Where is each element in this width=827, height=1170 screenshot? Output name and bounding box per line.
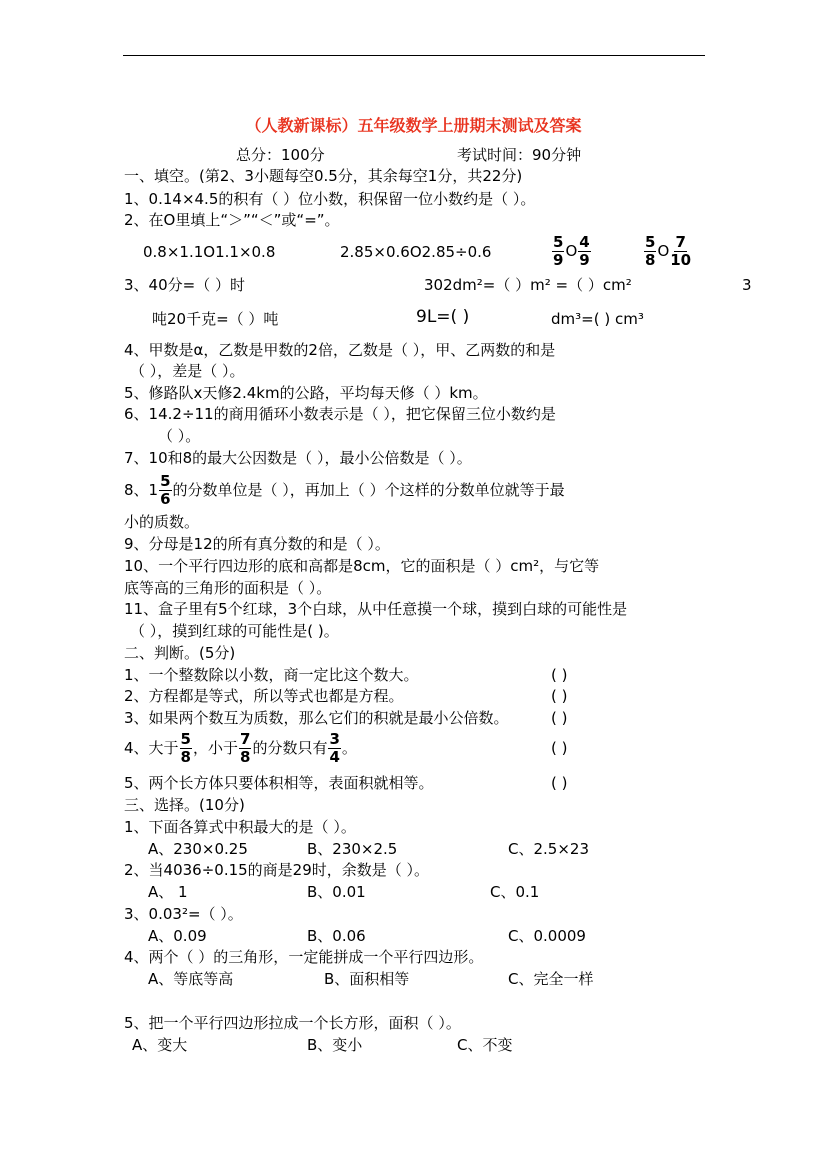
question-1-9: 9、分母是12的所有真分数的和是（ ）。 <box>124 535 390 553</box>
choice-3-a: A、0.09 <box>148 927 207 945</box>
fraction: $\frac{5}{6}$ <box>160 472 171 508</box>
choice-4-c: C、完全一样 <box>508 970 594 988</box>
choice-3-b: B、0.06 <box>307 927 366 945</box>
choice-2: 2、当4036÷0.15的商是29时，余数是（ ）。 <box>124 861 430 879</box>
question-1-4a: 4、甲数是α，乙数是甲数的2倍，乙数是（ ），甲、乙两数的和是 <box>124 341 556 359</box>
choice-4-b: B、面积相等 <box>324 970 410 988</box>
compare-c: $\frac{5}{9}$ O $\frac{4}{9}$ <box>553 233 590 269</box>
question-1-3c: 3 <box>742 276 752 294</box>
question-1-6b: （ ）。 <box>158 427 201 445</box>
choice-3: 3、0.03²=（ ）。 <box>124 905 243 923</box>
question-1-8a: 8、1 $\frac{5}{6}$ 的分数单位是（ ），再加上（ ）个这样的分数单位就等于最 <box>124 472 565 508</box>
choice-1-a: A、230×0.25 <box>148 840 248 858</box>
question-1-3e: 9L=( ) <box>416 307 470 327</box>
question-1-4b: （ ），差是（ ）。 <box>130 362 245 380</box>
compare-b: 2.85×0.6O2.85÷0.6 <box>340 243 492 261</box>
judge-5: 5、两个长方体只要体积相等，表面积就相等。 <box>124 774 434 792</box>
judge-3-paren: ( ) <box>551 709 568 727</box>
question-1-3a: 3、40分=（ ）时 <box>124 276 245 294</box>
question-1-3f: dm³=( ) cm³ <box>551 310 644 328</box>
fraction: $\frac{4}{9}$ <box>579 233 590 269</box>
question-1-8b: 小的质数。 <box>124 513 200 531</box>
judge-4-paren: ( ) <box>551 739 568 757</box>
compare-d: $\frac{5}{8}$ O $\frac{7}{10}$ <box>645 233 692 269</box>
header-rule <box>123 55 705 56</box>
fraction: $\frac{5}{8}$ <box>180 730 191 766</box>
fraction: $\frac{3}{4}$ <box>329 730 340 766</box>
judge-1: 1、一个整数除以小数，商一定比这个数大。 <box>124 666 419 684</box>
page-title: （人教新课标）五年级数学上册期末测试及答案 <box>245 116 582 135</box>
section3-header: 三、选择。(10分) <box>124 796 245 814</box>
question-1-7: 7、10和8的最大公因数是（ ），最小公倍数是（ ）。 <box>124 449 472 467</box>
fraction: $\frac{5}{8}$ <box>645 233 656 269</box>
section2-header: 二、判断。(5分) <box>124 644 236 662</box>
choice-2-b: B、0.01 <box>307 883 366 901</box>
fraction: $\frac{5}{9}$ <box>553 233 564 269</box>
question-1-1: 1、0.14×4.5的积有（ ）位小数，积保留一位小数约是（ ）。 <box>124 190 536 208</box>
choice-1-c: C、2.5×23 <box>508 840 589 858</box>
choice-2-c: C、0.1 <box>490 883 540 901</box>
choice-4-a: A、等底等高 <box>148 970 234 988</box>
judge-2-paren: ( ) <box>551 687 568 705</box>
total-score: 总分：100分 <box>236 146 325 164</box>
question-1-5: 5、修路队x天修2.4km的公路，平均每天修（ ）km。 <box>124 384 488 402</box>
question-1-10b: 底等高的三角形的面积是（ ）。 <box>124 579 332 597</box>
question-1-11b: （ ），摸到红球的可能性是( )。 <box>130 622 339 640</box>
choice-5-b: B、变小 <box>307 1036 363 1054</box>
section1-header: 一、填空。(第2、3小题每空0.5分，其余每空1分，共22分) <box>124 167 523 185</box>
choice-5-c: C、不变 <box>457 1036 513 1054</box>
question-1-6a: 6、14.2÷11的商用循环小数表示是（ ），把它保留三位小数约是 <box>124 405 556 423</box>
exam-time: 考试时间：90分钟 <box>457 146 582 164</box>
question-1-3d: 吨20千克=（ ）吨 <box>152 310 279 328</box>
choice-1: 1、下面各算式中积最大的是（ ）。 <box>124 818 356 836</box>
judge-4: 4、大于 $\frac{5}{8}$ ，小于 $\frac{7}{8}$ 的分数只有 $\frac{3}{4}$ 。 <box>124 730 357 766</box>
fraction: $\frac{7}{10}$ <box>670 233 692 269</box>
question-1-2: 2、在O里填上“＞”“＜”或“=”。 <box>124 211 340 229</box>
fraction: $\frac{7}{8}$ <box>240 730 251 766</box>
judge-3: 3、如果两个数互为质数，那么它们的积就是最小公倍数。 <box>124 709 509 727</box>
compare-a: 0.8×1.1O1.1×0.8 <box>143 243 276 261</box>
question-1-3b: 302dm²=（ ）m² =（ ）cm² <box>424 276 632 294</box>
choice-4: 4、两个（ ）的三角形，一定能拼成一个平行四边形。 <box>124 948 484 966</box>
question-1-10a: 10、一个平行四边形的底和高都是8cm，它的面积是（ ）cm²，与它等 <box>124 557 600 575</box>
choice-3-c: C、0.0009 <box>508 927 586 945</box>
choice-1-b: B、230×2.5 <box>307 840 398 858</box>
judge-1-paren: ( ) <box>551 666 568 684</box>
judge-2: 2、方程都是等式，所以等式也都是方程。 <box>124 687 404 705</box>
choice-5: 5、把一个平行四边形拉成一个长方形，面积（ ）。 <box>124 1014 461 1032</box>
choice-2-a: A、 1 <box>148 883 188 901</box>
choice-5-a: A、变大 <box>132 1036 188 1054</box>
judge-5-paren: ( ) <box>551 774 568 792</box>
question-1-11a: 11、盒子里有5个红球，3个白球，从中任意摸一个球，摸到白球的可能性是 <box>124 600 628 618</box>
